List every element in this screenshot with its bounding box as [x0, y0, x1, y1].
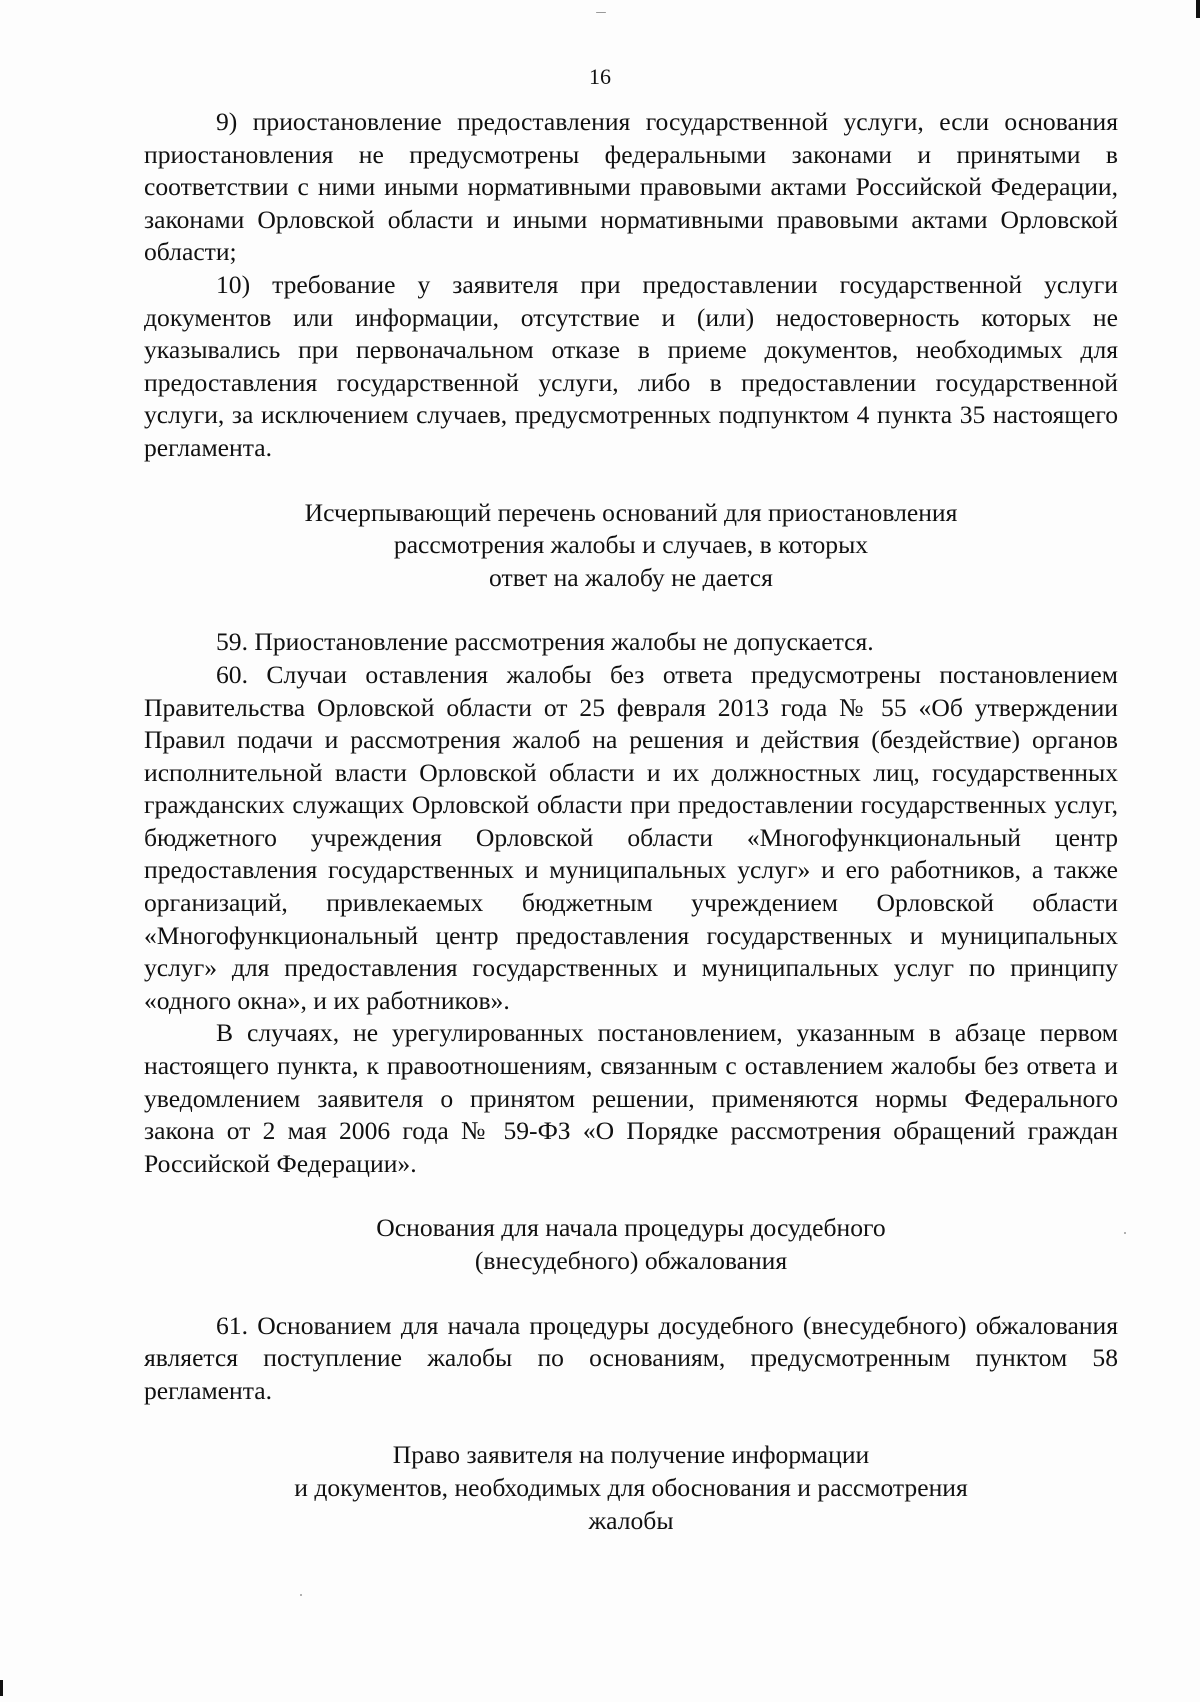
scan-speck: [596, 12, 606, 13]
heading-line: ответ на жалобу не дается: [489, 562, 773, 592]
section-heading-appeal-grounds: [144, 1212, 1118, 1277]
paragraph-61: 61. Основанием для начала процедуры досудебного (внесудебного) обжалования является поступление жалобы по основаниям, предусмотренным пунктом 58 регламента.: [144, 1310, 1118, 1405]
heading-line: рассмотрения жалобы и случаев, в которых: [393, 530, 869, 560]
heading-line: и документов, необходимых для обоснования и рассмотрения: [294, 1472, 968, 1502]
section-heading-suspension-grounds: [144, 497, 1118, 595]
paragraph-item-10: 10) требование у заявителя при предоставлении государственной услуги документов или информации, отсутствие и (или) недостоверность которых не указывались при первоначальном отказе в приеме документов, необходимых для предоставления государственной услуги, либо в предоставлении государственной услуги, за исключением случаев, предусмотренных подпунктом 4 пункта 35 настоящего регламента.: [144, 269, 1118, 462]
heading-line: Основания для начала процедуры досудебного: [376, 1213, 886, 1243]
section-heading-right-to-information: [144, 1439, 1118, 1537]
paragraph-item-9: 9) приостановление предоставления государственной услуги, если основания приостановления не предусмотрены федеральными законами и принятыми в соответствии с ними иными нормативными правовыми актами Российской Федерации, законами Орловской области и иными нормативными правовыми актами Орловской области;: [144, 107, 1118, 267]
heading-line: (внесудебного) обжалования: [474, 1246, 788, 1275]
scan-speck: [300, 1594, 302, 1596]
heading-line: Исчерпывающий перечень оснований для приостановления: [304, 497, 958, 527]
paragraph-60-second: В случаях, не урегулированных постановлением, указанным в абзаце первом настоящего пункта, к правоотношениям, связанным с оставлением жалобы без ответа и уведомлением заявителя о принятом решении, применяются нормы Федерального закона от 2 мая 2006 года № 59-ФЗ «О Порядке рассмотрения обращений граждан Российской Федерации».: [144, 1018, 1118, 1178]
page-number: 16: [589, 64, 611, 89]
paragraph-59: 59. Приостановление рассмотрения жалобы не допускается.: [216, 627, 874, 657]
heading-line: Право заявителя на получение информации: [392, 1440, 870, 1470]
heading-line: жалобы: [588, 1505, 674, 1535]
scan-edge-mark-bottom-left: [0, 1680, 3, 1696]
document-body: [144, 106, 1118, 1537]
scan-edge-mark-top-right: [1196, 0, 1200, 18]
scan-speck: [1124, 1232, 1126, 1234]
paragraph-60: 60. Случаи оставления жалобы без ответа предусмотрены постановлением Правительства Орловской области от 25 февраля 2013 года № 55 «Об утверждении Правил подачи и рассмотрения жалоб на решения и действия (бездействие) органов исполнительной власти Орловской области и их должностных лиц, государственных гражданских служащих Орловской области при предоставлении государственных услуг, бюджетного учреждения Орловской области «Многофункциональный центр предоставления государственных и муниципальных услуг» и его работников, а также организаций, привлекаемых бюджетным учреждением Орловской области «Многофункциональный центр предоставления государственных и муниципальных услуг» для предоставления государственных и муниципальных услуг по принципу «одного окна», и их работников».: [144, 659, 1118, 1015]
